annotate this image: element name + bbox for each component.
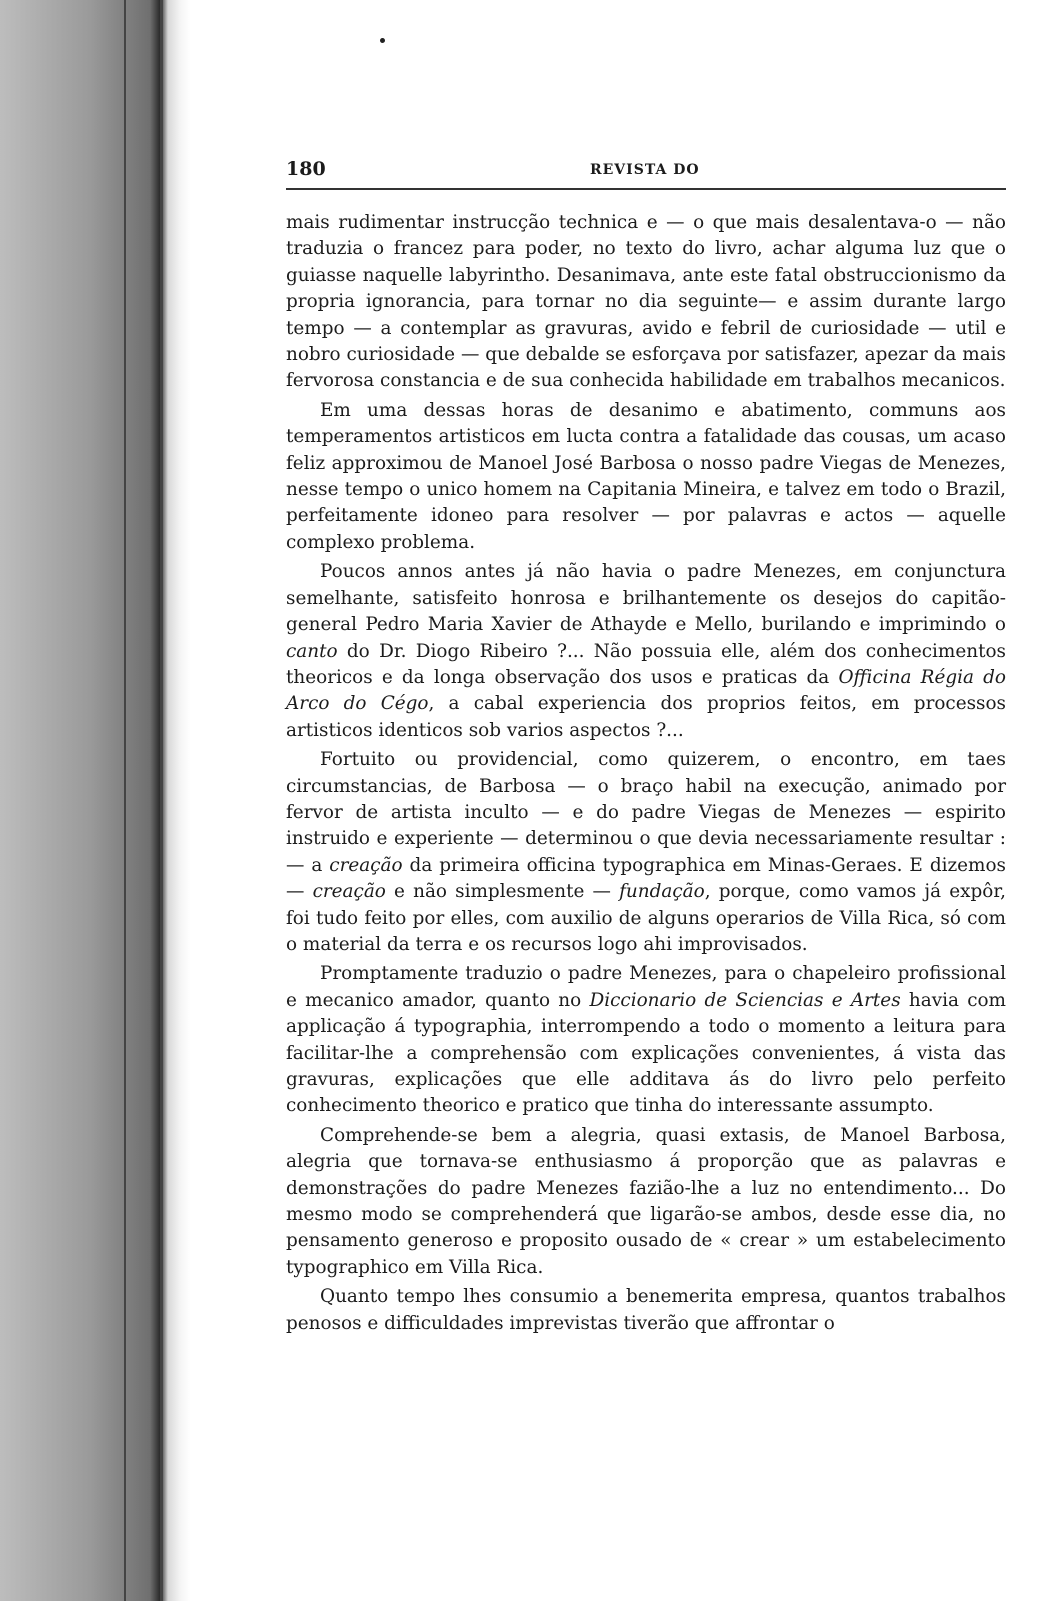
italic-text: Officina Régia do Arco do Cégo xyxy=(286,666,1006,715)
paragraph xyxy=(286,747,1006,958)
body-text xyxy=(286,210,1006,1340)
paragraph-text: , a cabal experiencia dos proprios feitos, em processos artisticos identicos sob varios aspectos ?... xyxy=(286,693,1006,741)
paragraph-text: Em uma dessas horas de desanimo e abatimento, communs aos temperamentos artisticos em lucta contra a fatalidade das cousas, um acaso feliz approximou de Manoel José Barbosa o nosso padre Viegas de Menezes, nesse tempo o unico homem na Capitania Mineira, e talvez em todo o Brazil, perfeitamente idoneo para resolver — por palavras e actos — aquelle complexo problema. xyxy=(286,399,1006,553)
italic-text: creação xyxy=(329,854,403,876)
paragraph xyxy=(286,961,1006,1119)
gutter-line xyxy=(160,0,163,1601)
paragraph-text: havia com applicação á typographia, interrompendo a todo o momento a leitura para facilitar-lhe a comprehensão com explicações convenientes, á vista das gravuras, explicações que elle additava ás do livro pelo perfeito conhecimento theorico e pratico que tinha do interessante assumpto. xyxy=(286,989,1006,1117)
italic-text: creação xyxy=(312,881,386,903)
paragraph-text: Fortuito ou providencial, como quizerem, o encontro, em taes circumstancias, de Barbosa — o braço habil na execução, animado por fervor de artista inculto — e do padre Viegas de Menezes — espirito instruido e experiente — determinou o que devia necessariamente resultar : — a xyxy=(286,749,1006,876)
paragraph-text: e não simplesmente — xyxy=(385,881,620,903)
page-number: 180 xyxy=(286,158,326,180)
paragraph-text: do Dr. Diogo Ribeiro ?... Não possuia elle, além dos conhecimentos theoricos e da longa observação dos usos e praticas da xyxy=(286,640,1006,688)
paragraph-text: Promptamente traduzio o padre Menezes, para o chapeleiro profissional e mecanico amador, quanto no xyxy=(286,963,1006,1011)
italic-text: fundação xyxy=(619,881,705,903)
paragraph xyxy=(286,559,1006,744)
paragraph xyxy=(286,1284,1006,1337)
paragraph xyxy=(286,210,1006,395)
gutter-line xyxy=(124,0,126,1601)
paragraph-text: Comprehende-se bem a alegria, quasi extasis, de Manoel Barbosa, alegria que tornava-se enthusiasmo á proporção que as palavras e demonstrações do padre Menezes fazião-lhe a luz no entendimento... Do mesmo modo se comprehenderá que ligarão-se ambos, desde esse dia, no pensamento generoso e proposito ousado de « crear » um estabelecimento typographico em Villa Rica. xyxy=(286,1124,1006,1278)
italic-text: Diccionario de Sciencias e Artes xyxy=(589,989,901,1011)
italic-text: canto xyxy=(286,640,338,662)
paragraph-text: , porque, como vamos já expôr, foi tudo feito por elles, com auxilio de alguns operarios de Villa Rica, só com o material da terra e os recursos logo ahi improvisados. xyxy=(286,881,1006,955)
paper-speck xyxy=(380,38,385,43)
paragraph-text: da primeira officina typographica em Minas-Geraes. E dizemos — xyxy=(286,854,1006,903)
paragraph xyxy=(286,398,1006,556)
running-title: REVISTA DO xyxy=(590,162,700,178)
paragraph-text: Poucos annos antes já não havia o padre Menezes, em conjunctura semelhante, satisfeito honrosa e brilhantemente os desejos do capitão-general Pedro Maria Xavier de Athayde e Mello, burilando e imprimindo o xyxy=(286,561,1006,636)
page-header xyxy=(286,158,1006,190)
paragraph-text: Quanto tempo lhes consumio a benemerita empresa, quantos trabalhos penosos e difficuldades imprevistas tiverão que affrontar o xyxy=(286,1286,1006,1334)
paragraph-text: mais rudimentar instrucção technica e — o que mais desalentava-o — não traduzia o francez para poder, no texto do livro, achar alguma luz que o guiasse naquelle labyrintho. Desanimava, ante este fatal obstruccionismo da propria ignorancia, para tornar no dia seguinte— e assim durante largo tempo — a contemplar as gravuras, avido e febril de curiosidade — util e nobro curiosidade — que debalde se esforçava por satisfazer, apezar da mais fervorosa constancia e de sua conhecida habilidade em trabalhos mecanicos. xyxy=(286,212,1006,392)
paragraph xyxy=(286,1123,1006,1281)
